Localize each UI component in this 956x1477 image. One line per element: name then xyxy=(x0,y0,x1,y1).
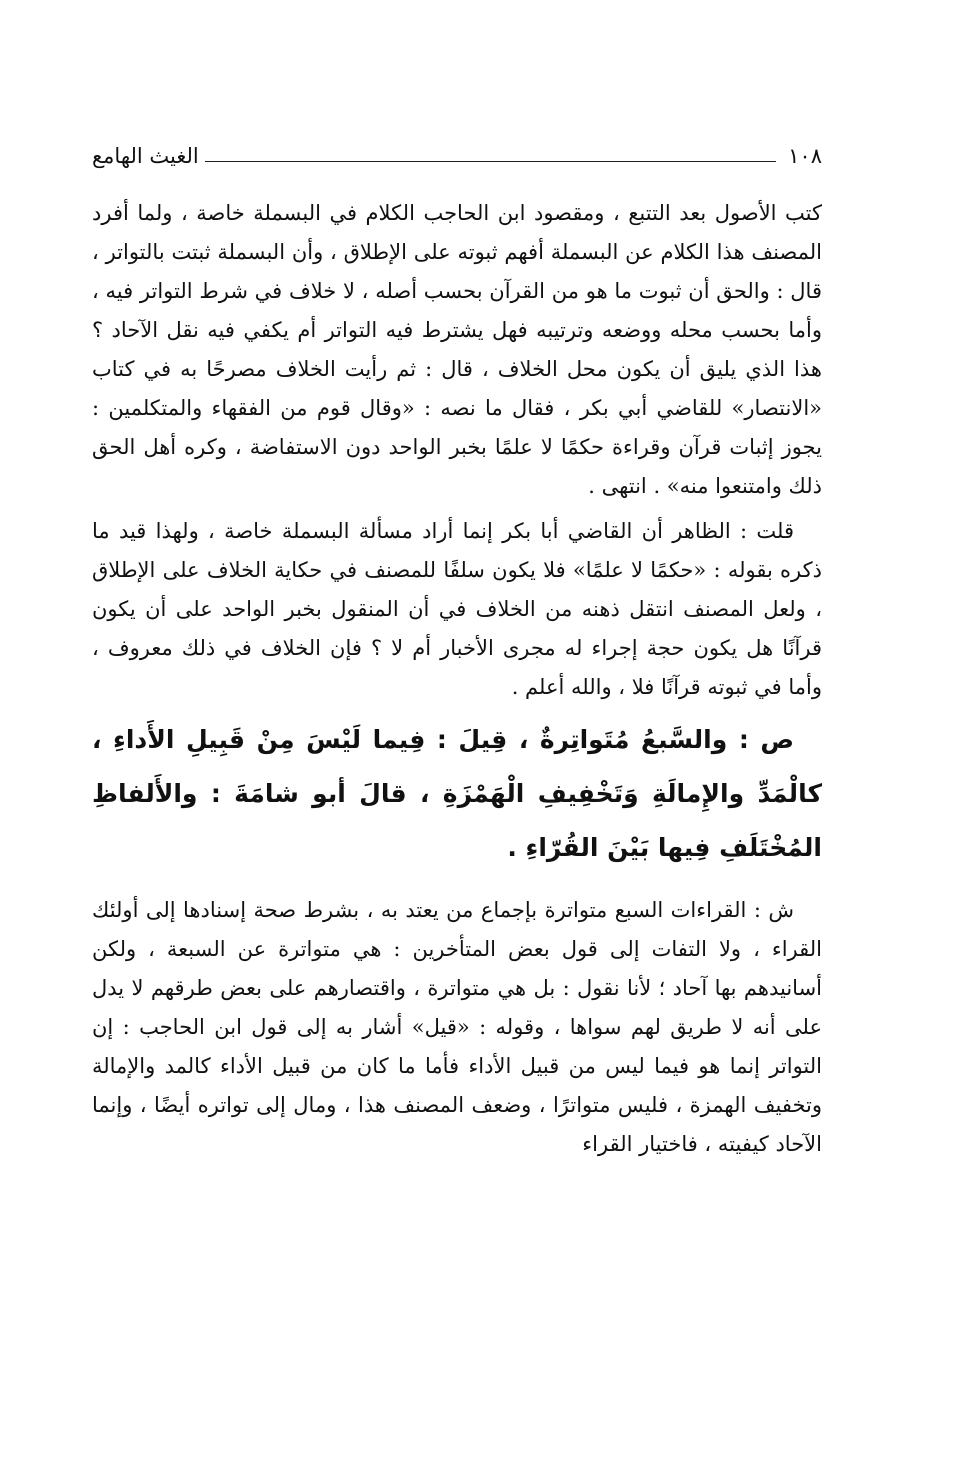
matn-text: ص : والسَّبعُ مُتَواتِرةٌ ، قِيلَ : فِيما لَيْسَ مِنْ قَبِيلِ الأَداءِ ، كالْمَدِّ والإِمالَةِ وَتَخْفِيفِ الْهَمْزَةِ ، قالَ أبو شامَةَ : والأَلفاظِ المُخْتَلَفِ فِيها بَيْنَ القُرّاءِ . xyxy=(92,725,822,862)
running-header xyxy=(92,136,822,176)
header-rule xyxy=(205,161,776,162)
paragraph-commentary-1: كتب الأصول بعد التتبع ، ومقصود ابن الحاجب الكلام في البسملة خاصة ، ولما أفرد المصنف هذا الكلام عن البسملة أفهم ثبوته على الإطلاق ، وأن البسملة ثبتت بالتواتر ، قال : والحق أن ثبوت ما هو من القرآن بحسب أصله ، لا خلاف في شرط التواتر فيه ، وأما بحسب محله ووضعه وترتيبه فهل يشترط فيه التواتر أم يكفي فيه نقل الآحاد ؟ هذا الذي يليق أن يكون محل الخلاف ، قال : ثم رأيت الخلاف مصرحًا به في كتاب «الانتصار» للقاضي أبي بكر ، فقال ما نصه : «وقال قوم من الفقهاء والمتكلمين : يجوز إثبات قرآن وقراءة حكمًا لا علمًا بخبر الواحد دون الاستفاضة ، وكره أهل الحق ذلك وامتنعوا منه» . انتهى . xyxy=(92,201,822,498)
paragraph-commentary-2: قلت : الظاهر أن القاضي أبا بكر إنما أراد مسألة البسملة خاصة ، ولهذا قيد ما ذكره بقوله : «حكمًا لا علمًا» فلا يكون سلفًا للمصنف في حكاية الخلاف على الإطلاق ، ولعل المصنف انتقل ذهنه من الخلاف في أن المنقول بخبر الواحد على أن يكون قرآنًا هل يكون حجة إجراء له مجرى الأخبار أم لا ؟ فإن الخلاف في ذلك معروف ، وأما في ثبوته قرآنًا فلا ، والله أعلم . xyxy=(92,519,822,699)
paragraph-sharh: ش : القراءات السبع متواترة بإجماع من يعتد به ، بشرط صحة إسنادها إلى أولئك القراء ، ولا التفات إلى قول بعض المتأخرين : هي متواترة عن السبعة ، ولكن أسانيدهم بها آحاد ؛ لأنا نقول : بل هي متواترة ، واقتصارهم على بعض طرقهم لا يدل على أنه لا طريق لهم سواها ، وقوله : «قيل» أشار به إلى قول ابن الحاجب : إن التواتر إنما هو فيما ليس من قبيل الأداء فأما ما كان من قبيل الأداء كالمد والإمالة وتخفيف الهمزة ، فليس متواترًا ، وضعف المصنف هذا ، ومال إلى تواتره أيضًا ، وإنما الآحاد كيفيته ، فاختيار القراء xyxy=(92,898,822,1156)
body-text xyxy=(92,194,822,1164)
page-number: ١٠٨ xyxy=(788,144,822,168)
book-title: الغيث الهامع xyxy=(92,144,199,168)
